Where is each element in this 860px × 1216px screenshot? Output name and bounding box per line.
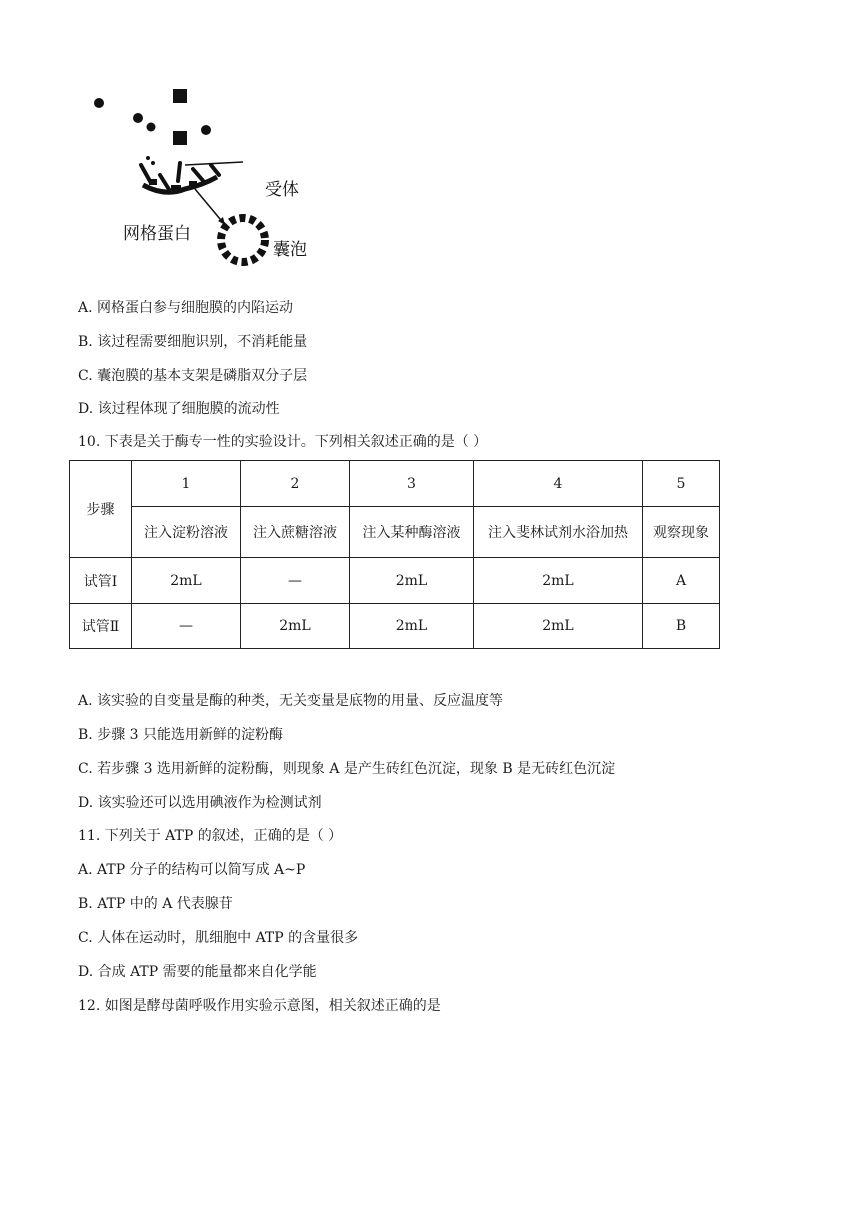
tube-1-cell-5: A xyxy=(643,558,720,604)
q10-option-a: A. 该实验的自变量是酶的种类，无关变量是底物的用量、反应温度等 xyxy=(78,693,504,709)
q11-option-d: D. 合成 ATP 需要的能量都来自化学能 xyxy=(78,964,317,980)
step-number-4: 4 xyxy=(474,461,643,507)
receptor-label: 受体 xyxy=(265,180,299,200)
tube-2-cell-5: B xyxy=(643,604,720,649)
tube-2-cell-3: 2mL xyxy=(350,604,474,649)
row-header-steps: 步骤 xyxy=(70,461,132,558)
tube-2-cell-4: 2mL xyxy=(474,604,643,649)
step-number-5: 5 xyxy=(643,461,720,507)
step-number-3: 3 xyxy=(350,461,474,507)
table-row xyxy=(70,558,720,604)
tube-1-cell-3: 2mL xyxy=(350,558,474,604)
vesicle-label: 囊泡 xyxy=(273,240,307,260)
step-action-2: 注入蔗糖溶液 xyxy=(241,507,350,558)
q11-option-b: B. ATP 中的 A 代表腺苷 xyxy=(78,896,233,912)
q10-option-c: C. 若步骤 3 选用新鲜的淀粉酶，则现象 A 是产生砖红色沉淀，现象 B 是无砖红色沉淀 xyxy=(78,761,616,777)
q10-stem: 10. 下表是关于酶专一性的实验设计。下列相关叙述正确的是（ ） xyxy=(78,434,488,450)
step-action-1: 注入淀粉溶液 xyxy=(132,507,241,558)
table-row xyxy=(70,604,720,649)
step-number-1: 1 xyxy=(132,461,241,507)
tube-1-cell-4: 2mL xyxy=(474,558,643,604)
experiment-table xyxy=(69,460,720,649)
tube-1-cell-2: — xyxy=(241,558,350,604)
endocytosis-figure xyxy=(85,85,325,280)
tube-2-cell-2: 2mL xyxy=(241,604,350,649)
q11-option-c: C. 人体在运动时，肌细胞中 ATP 的含量很多 xyxy=(78,930,359,946)
q9-option-a: A. 网格蛋白参与细胞膜的内陷运动 xyxy=(78,300,294,316)
q11-option-a: A. ATP 分子的结构可以简写成 A~P xyxy=(78,862,306,878)
tube-2-label: 试管Ⅱ xyxy=(70,604,132,649)
q9-option-c: C. 囊泡膜的基本支架是磷脂双分子层 xyxy=(78,368,308,384)
step-action-3: 注入某种酶溶液 xyxy=(350,507,474,558)
clathrin-label: 网格蛋白 xyxy=(123,224,191,244)
step-action-4: 注入斐林试剂水浴加热 xyxy=(474,507,643,558)
q11-stem: 11. 下列关于 ATP 的叙述，正确的是（ ） xyxy=(78,828,343,844)
q12-stem: 12. 如图是酵母菌呼吸作用实验示意图，相关叙述正确的是 xyxy=(78,998,441,1014)
q10-option-d: D. 该实验还可以选用碘液作为检测试剂 xyxy=(78,795,322,811)
tube-2-cell-1: — xyxy=(132,604,241,649)
step-number-2: 2 xyxy=(241,461,350,507)
tube-1-label: 试管Ⅰ xyxy=(70,558,132,604)
q9-option-d: D. 该过程体现了细胞膜的流动性 xyxy=(78,401,280,417)
q10-option-b: B. 步骤 3 只能选用新鲜的淀粉酶 xyxy=(78,727,283,743)
step-action-5: 观察现象 xyxy=(643,507,720,558)
q9-option-b: B. 该过程需要细胞识别，不消耗能量 xyxy=(78,334,308,350)
tube-1-cell-1: 2mL xyxy=(132,558,241,604)
